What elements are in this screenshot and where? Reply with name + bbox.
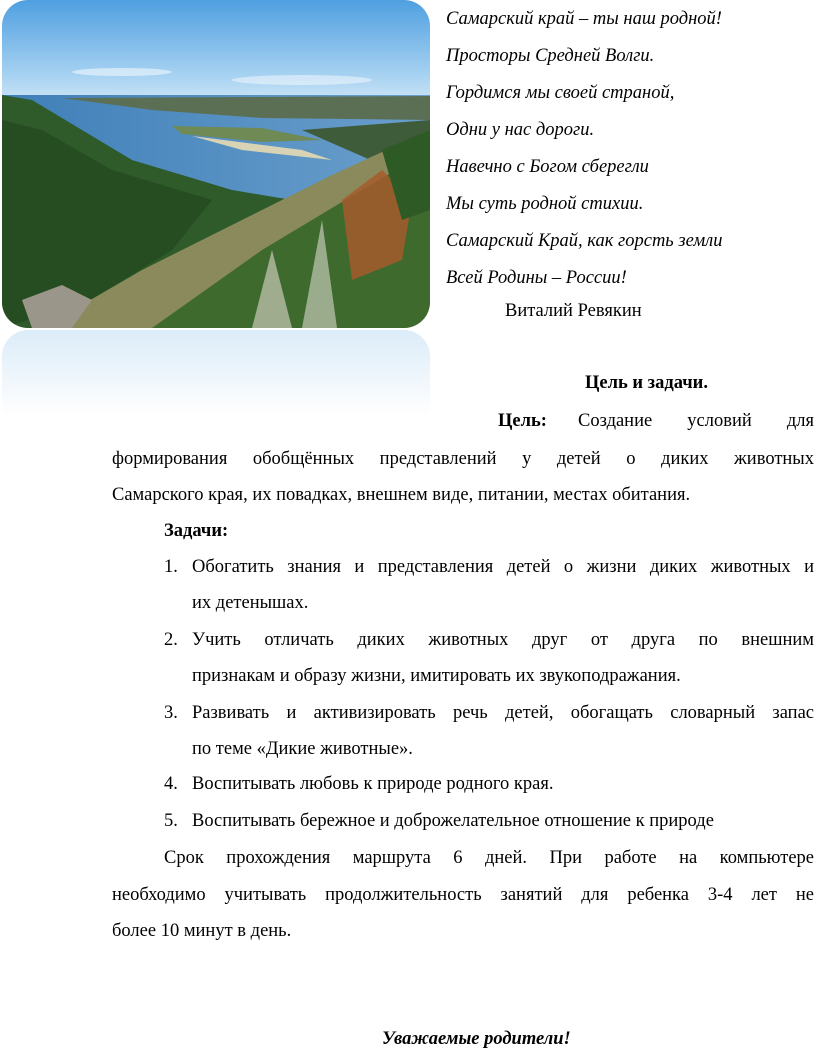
task-text: Развивать и активизировать речь детей, обогащать словарный запас — [192, 703, 814, 723]
landscape-photo-reflection — [2, 330, 430, 416]
task-number: 4. — [164, 774, 178, 794]
poem — [446, 4, 806, 300]
goals-heading: Цель и задачи. — [585, 373, 708, 393]
volga-landscape-image — [2, 0, 430, 328]
closing-greeting: Уважаемые родители! — [382, 1029, 571, 1049]
duration-text-line-2: необходимо учитывать продолжительность занятий для ребенка 3-4 лет не — [112, 885, 814, 905]
task-text-continued: по теме «Дикие животные». — [192, 739, 413, 759]
task-number: 3. — [164, 703, 178, 723]
poem-line: Мы суть родной стихии. — [446, 194, 644, 214]
task-text: Воспитывать бережное и доброжелательное отношение к природе — [192, 811, 714, 831]
poem-line: Самарский Край, как горсть земли — [446, 231, 723, 251]
poem-author: Виталий Ревякин — [505, 301, 642, 321]
task-number: 2. — [164, 630, 178, 650]
goal-text-line-2: формирования обобщённых представлений у детей о диких животных — [112, 449, 814, 469]
task-text: Учить отличать диких животных друг от друга по внешним — [192, 630, 814, 650]
goal-text-line-3: Самарского края, их повадках, внешнем виде, питании, местах обитания. — [112, 485, 691, 505]
tasks-label: Задачи: — [164, 521, 229, 541]
poem-line: Одни у нас дороги. — [446, 120, 595, 140]
task-number: 5. — [164, 811, 178, 831]
poem-line: Навечно с Богом сберегли — [446, 157, 649, 177]
task-text-continued: их детенышах. — [192, 593, 309, 613]
task-text: Обогатить знания и представления детей о жизни диких животных и — [192, 557, 814, 577]
poem-line: Самарский край – ты наш родной! — [446, 9, 722, 29]
duration-text-line-1: Срок прохождения маршрута 6 дней. При работе на компьютере — [164, 848, 814, 868]
landscape-photo — [2, 0, 430, 415]
task-number: 1. — [164, 557, 178, 577]
duration-text-line-3: более 10 минут в день. — [112, 921, 292, 941]
poem-line: Просторы Средней Волги. — [446, 46, 655, 66]
goal-label: Цель: — [498, 411, 547, 431]
poem-line: Гордимся мы своей страной, — [446, 83, 675, 103]
task-text-continued: признакам и образу жизни, имитировать их звукоподражания. — [192, 666, 681, 686]
task-text: Воспитывать любовь к природе родного края. — [192, 774, 554, 794]
goal-text-line-1: Создание условий для — [578, 411, 814, 431]
poem-line: Всей Родины – России! — [446, 268, 627, 288]
